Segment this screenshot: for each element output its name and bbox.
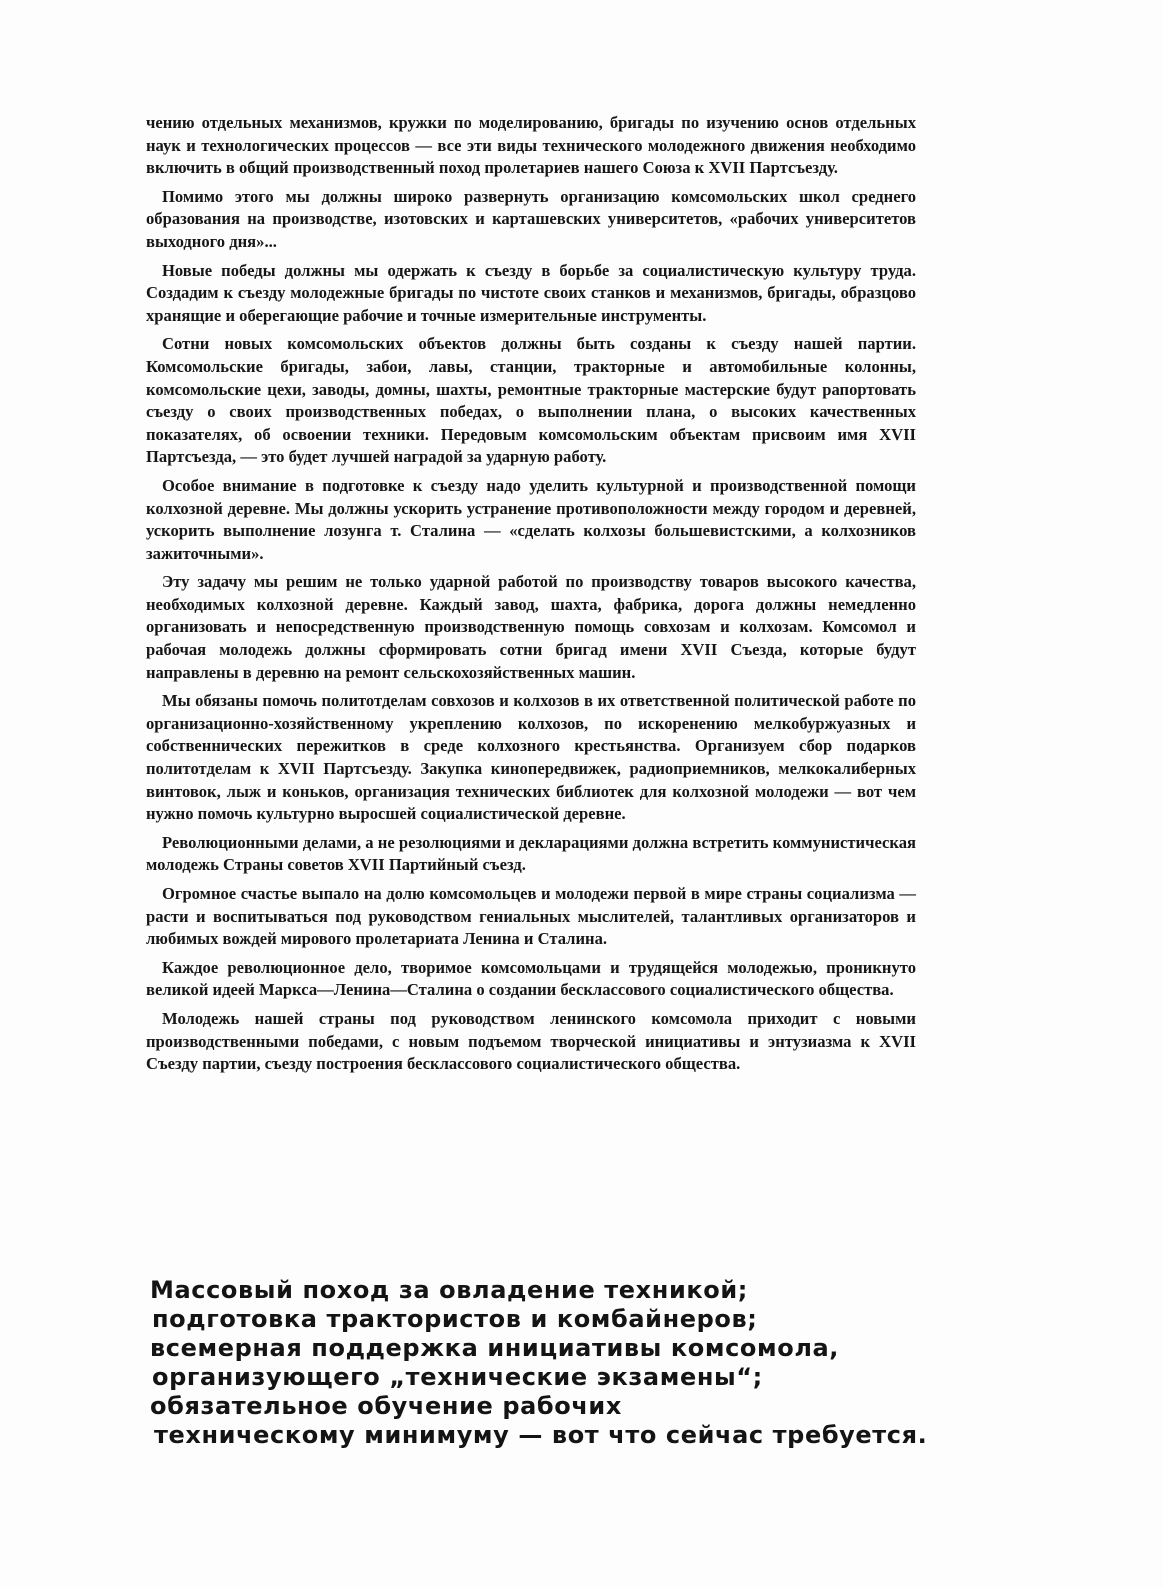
paragraph: Новые победы должны мы одержать к съезду в борьбе за социалистическую культуру труда. Создадим к съезду молодежные бригады по чистоте своих станков и механизмов, бригады, образцово хранящие и оберегающие рабочие и точные измерительные инструменты. <box>146 260 916 325</box>
paragraph: Мы обязаны помочь политотделам совхозов и колхозов в их ответственной политической работе по организационно-хозяйственному укреплению колхозов, по искоренению мелкобуржуазных и собственнических пережитков в среде колхозного крестьянства. Организуем сбор подарков политотделам к XVII Партсъезду. Закупка кинопередвижек, радиоприемников, мелкокалиберных винтовок, лыж и коньков, организация технических библиотек для колхозной молодежи — вот чем нужно помочь культурно выросшей социалистической деревне. <box>146 691 916 824</box>
paragraph: Молодежь нашей страны под руководством ленинского комсомола приходит с новыми производственными победами, с новым подъемом творческой инициативы и энтузиазма к XVII Съезду партии, съезду построения бесклассового социалистического общества. <box>146 1008 916 1074</box>
paragraph: Особое внимание в подготовке к съезду надо уделить культурной и производственной помощи колхозной деревне. Мы должны ускорить устранение противоположности между городом и деревней, ускорить выполнение лозунга т. Сталина — «сделать колхозы большевистскими, а колхозников зажиточными». <box>146 475 916 563</box>
paragraph: Помимо этого мы должны широко развернуть организацию комсомольских школ среднего образования на производстве, изотовских и карташевских университетов, «рабочих университетов выходного дня»... <box>146 186 916 251</box>
slogan-line: обязательное обучение рабочих <box>150 1392 622 1420</box>
article-body <box>146 112 916 1082</box>
paragraph: Каждое революционное дело, творимое комсомольцами и трудящейся молодежью, проникнуто великой идеей Маркса—Ленина—Сталина о создании бесклассового социалистического общества. <box>146 957 916 1000</box>
slogan-line: организующего „технические экзамены“; <box>152 1363 763 1391</box>
slogan-line: всемерная поддержка инициативы комсомола, <box>150 1334 840 1362</box>
paragraph: чению отдельных механизмов, кружки по моделированию, бригады по изучению основ отдельных наук и технологических процессов — все эти виды технического молодежного движения необходимо включить в общий производственный поход пролетариев нашего Союза к XVII Партсъезду. <box>146 113 916 178</box>
slogan-line: подготовка трактористов и комбайнеров; <box>152 1305 758 1333</box>
paragraph: Революционными делами, а не резолюциями и декларациями должна встретить коммунистическая молодежь Страны советов XVII Партийный съезд. <box>146 832 916 875</box>
paragraph: Эту задачу мы решим не только ударной работой по производству товаров высокого качества, необходимых колхозной деревне. Каждый завод, шахта, фабрика, дорога должны немедленно организовать и непосредственную производственную помощь совхозам и колхозам. Комсомол и рабочая молодежь должны сформировать сотни бригад имени XVII Съезда, которые будут направлены в деревню на ремонт сельскохозяйственных машин. <box>146 572 916 682</box>
slogan-line: Массовый поход за овладение техникой; <box>150 1276 748 1304</box>
paragraph: Огромное счастье выпало на долю комсомольцев и молодежи первой в мире страны социализма — расти и воспитываться под руководством гениальных мыслителей, талантливых организаторов и любимых вождей мирового пролетариата Ленина и Сталина. <box>146 884 916 949</box>
paragraph: Сотни новых комсомольских объектов должны быть созданы к съезду нашей партии. Комсомольские бригады, забои, лавы, станции, тракторные и автомобильные колонны, комсомольские цехи, заводы, домны, шахты, ремонтные тракторные мастерские будут рапортовать съезду о своих производственных победах, о выполнении плана, о высоких качественных показателях, об освоении техники. Передовым комсомольским объектам присвоим имя XVII Партсъезда, — это будет лучшей наградой за ударную работу. <box>146 334 916 467</box>
slogan-block <box>150 1276 1070 1450</box>
slogan-line: техническому минимуму — вот что сейчас требуется. <box>154 1421 928 1449</box>
